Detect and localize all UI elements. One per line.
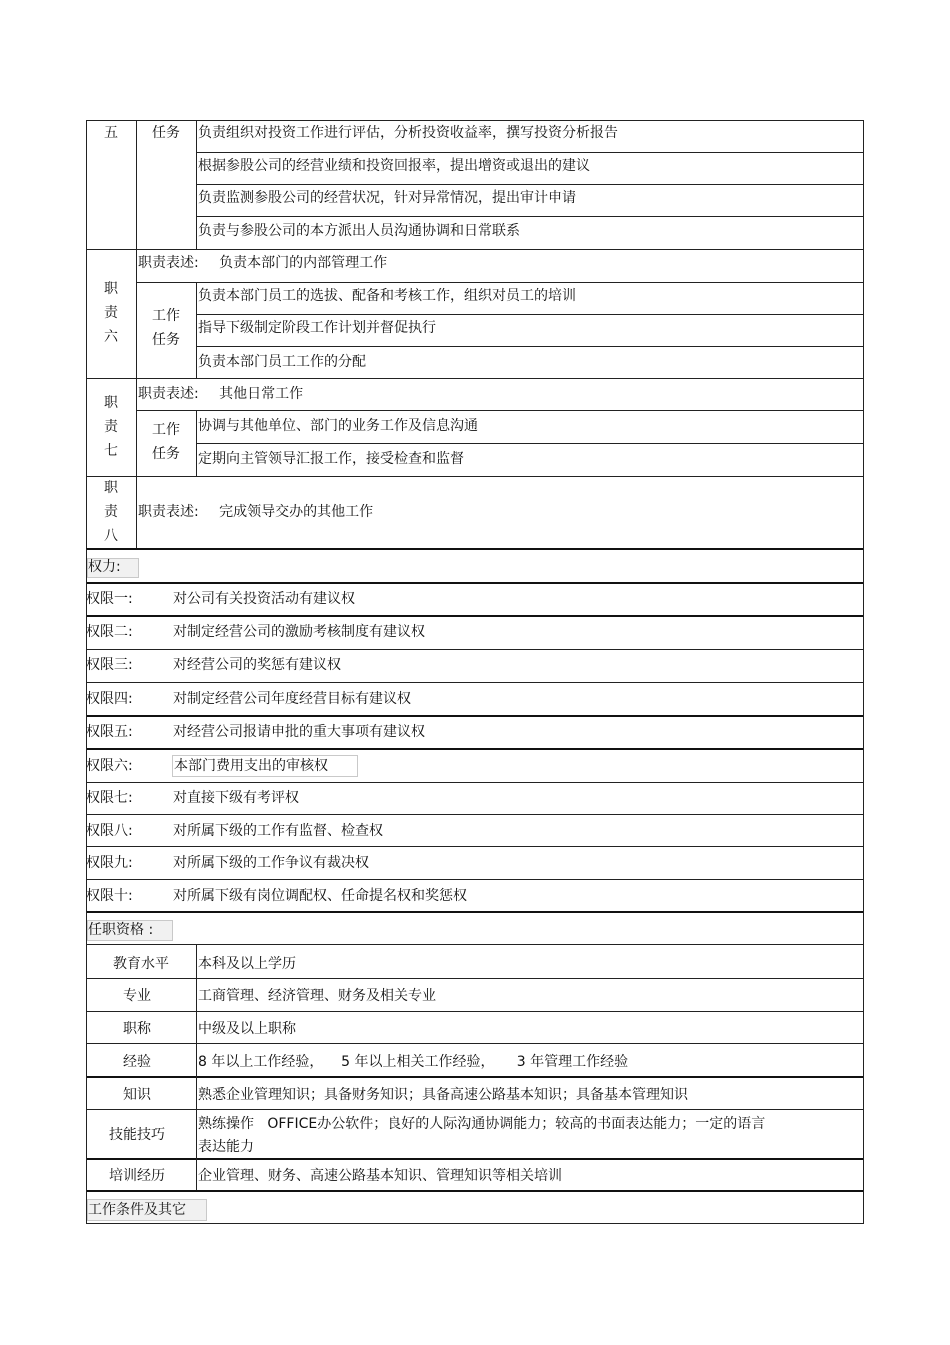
qual-row-2-value: 工商管理、经济管理、财务及相关专业 (198, 988, 436, 1004)
qual-row-5-label: 知识 (123, 1087, 151, 1103)
qual-row-5-value: 熟悉企业管理知识；具备财务知识；具备高速公路基本知识；具备基本管理知识 (198, 1087, 688, 1103)
qual-row-4-label: 经验 (123, 1054, 151, 1070)
power-item-7-text: 对直接下级有考评权 (173, 790, 299, 806)
qual-row-2-label: 专业 (123, 988, 151, 1004)
duty7-task-label: 工作 任务 (152, 422, 180, 462)
power-item-10-label: 权限十: (86, 888, 133, 904)
duty5-task-3: 负责监测参股公司的经营状况，针对异常情况，提出审计申请 (198, 190, 576, 206)
duty5-task-label: 任务 (152, 125, 180, 141)
power-section-title: 权力: (88, 559, 121, 575)
power-item-1-label: 权限一: (86, 591, 133, 607)
duty7-statement (138, 385, 303, 403)
duty7-label: 职 责 七 (104, 395, 118, 459)
duty7-statement-prefix: 职责表述: (138, 386, 199, 402)
power-item-9-label: 权限九: (86, 855, 133, 871)
power-item-3-label: 权限三: (86, 657, 133, 673)
duty8-statement (138, 503, 373, 521)
duty5-task-2: 根据参股公司的经营业绩和投资回报率，提出增资或退出的建议 (198, 158, 590, 174)
qual-row-1-value: 本科及以上学历 (198, 956, 296, 972)
duty8-label: 职 责 八 (104, 480, 118, 544)
duty6-task-2: 指导下级制定阶段工作计划并督促执行 (198, 320, 436, 336)
qual-row-3-value: 中级及以上职称 (198, 1021, 296, 1037)
qualification-section-title: 任职资格 : (88, 922, 154, 938)
duty7-statement-text: 其他日常工作 (219, 386, 304, 402)
power-item-4-label: 权限四: (86, 691, 133, 707)
power-item-8-label: 权限八: (86, 823, 133, 839)
power-item-2-text: 对制定经营公司的激励考核制度有建议权 (173, 624, 425, 640)
duty8-statement-prefix: 职责表述: (138, 504, 199, 520)
duty6-statement (138, 254, 387, 272)
qual-row-7-value: 企业管理、财务、高速公路基本知识、管理知识等相关培训 (198, 1168, 562, 1184)
duty5-task-1: 负责组织对投资工作进行评估，分析投资收益率，撰写投资分析报告 (198, 125, 618, 141)
duty5-number: 五 (104, 125, 118, 141)
power-item-6-text: 本部门费用支出的审核权 (174, 758, 328, 774)
conditions-section-title: 工作条件及其它 (88, 1202, 186, 1218)
duty7-task-2: 定期向主管领导汇报工作，接受检查和监督 (198, 451, 464, 467)
power-item-6-label: 权限六: (86, 758, 133, 774)
qual-row-1-label: 教育水平 (113, 956, 169, 972)
duty6-statement-prefix: 职责表述: (138, 255, 199, 271)
duty6-task-3: 负责本部门员工工作的分配 (198, 354, 366, 370)
duty7-task-1: 协调与其他单位、部门的业务工作及信息沟通 (198, 418, 478, 434)
power-item-9-text: 对所属下级的工作争议有裁决权 (173, 855, 369, 871)
duty6-label: 职 责 六 (104, 281, 118, 345)
qual-row-3-label: 职称 (123, 1021, 151, 1037)
power-item-5-text: 对经营公司报请申批的重大事项有建议权 (173, 724, 425, 740)
power-item-3-text: 对经营公司的奖惩有建议权 (173, 657, 341, 673)
qual-row-6-label: 技能技巧 (109, 1127, 165, 1143)
duty8-statement-text: 完成领导交办的其他工作 (219, 504, 374, 520)
duty6-task-label: 工作 任务 (152, 308, 180, 348)
power-item-10-text: 对所属下级有岗位调配权、任命提名权和奖惩权 (173, 888, 467, 904)
qual-row-7-label: 培训经历 (109, 1168, 165, 1184)
power-item-5-label: 权限五: (86, 724, 133, 740)
power-item-7-label: 权限七: (86, 790, 133, 806)
duty5-task-4: 负责与参股公司的本方派出人员沟通协调和日常联系 (198, 223, 520, 239)
duty6-task-1: 负责本部门员工的选拔、配备和考核工作，组织对员工的培训 (198, 288, 576, 304)
power-item-8-text: 对所属下级的工作有监督、检查权 (173, 823, 383, 839)
duty6-statement-text: 负责本部门的内部管理工作 (219, 255, 388, 271)
qual-row-6-value-line-1: 熟练操作 OFFICE办公软件；良好的人际沟通协调能力；较高的书面表达能力；一定的语言 (198, 1116, 766, 1132)
power-item-2-label: 权限二: (86, 624, 133, 640)
power-item-1-text: 对公司有关投资活动有建议权 (173, 591, 355, 607)
qual-row-6-value-line-2: 表达能力 (198, 1139, 254, 1155)
qual-row-4-value: 8 年以上工作经验， 5 年以上相关工作经验， 3 年管理工作经验 (198, 1054, 629, 1070)
power-item-4-text: 对制定经营公司年度经营目标有建议权 (173, 691, 411, 707)
